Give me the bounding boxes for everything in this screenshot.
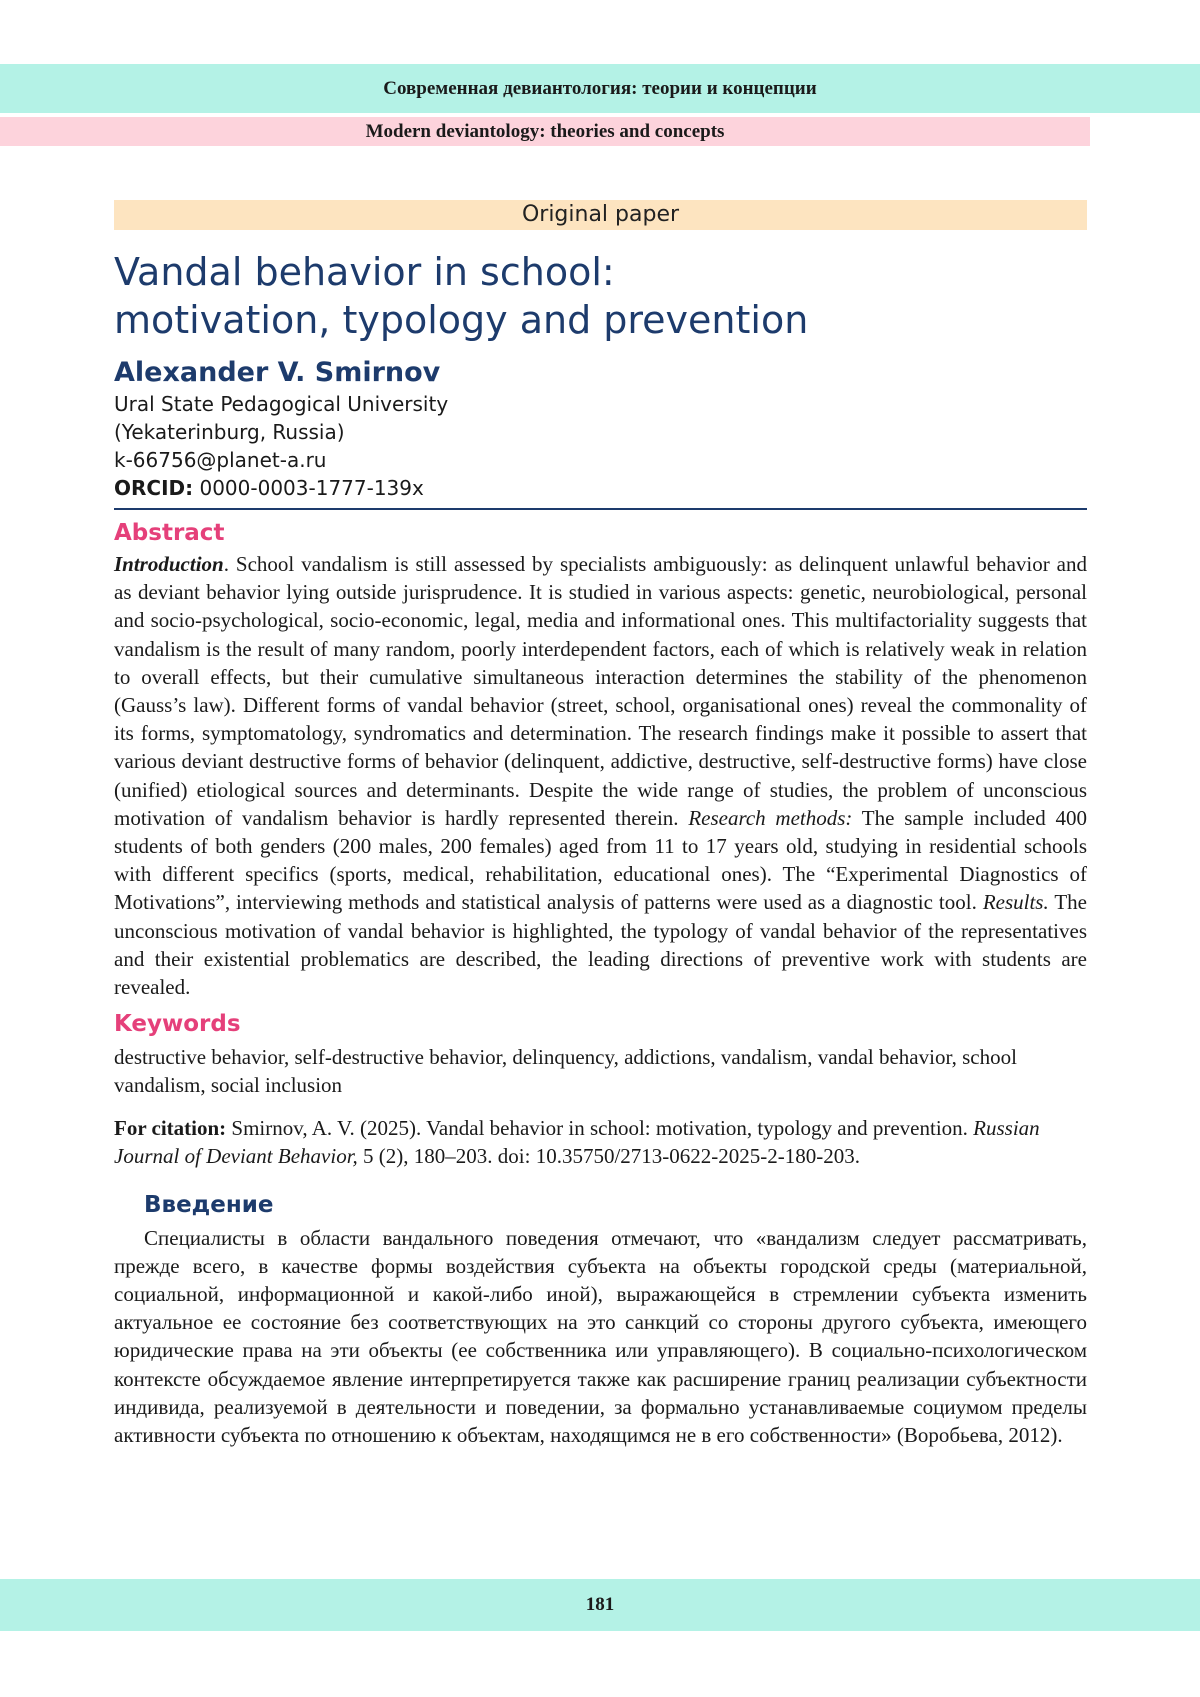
keywords-text: destructive behavior, self-destructive behavior, delinquency, addictions, vandalism, vandal behavior, school vandalism, social inclusion [114,1045,1017,1098]
paper-type-label: Original paper [114,200,1087,230]
citation [114,1114,1087,1170]
affiliation-location: (Yekaterinburg, Russia) [114,420,345,444]
abstract-results-label: Results. [982,890,1049,915]
abstract-text [114,550,1087,1001]
citation-label: For citation: [114,1115,227,1140]
introduction-text-ru: Специалисты в области вандального поведения отмечают, что «вандализм следует рассматривать, прежде всего, в качестве формы воздействия субъекта на объекты городской среды (материальной, социальной, информационной и какой-либо иной), выражающейся в стремлении субъекта изменить актуальное ее состояние без соответствующих на это санкций со стороны другого субъекта, имеющего юридические права на эти объекты (ее собственника или управляющего). В социально-психологическом контексте обсуждаемое явление интерпретируется также как расширение границ реализации субъектности индивида, реализуемой в деятельности и поведении, за формально устанавливаемые социумом пределы активности субъекта по отношению к объектам, находящимся не в его собственности» (Воробьева, 2012). [114,1225,1087,1448]
citation-text: Smirnov, A. V. (2025). Vandal behavior in school: motivation, typology and prevention. [226,1115,974,1140]
header-divider [114,508,1087,510]
abstract-intro-label: Introduction [114,552,224,576]
abstract-intro-text: . School vandalism is still assessed by specialists ambiguously: as delinquent unlawful behavior and as deviant behavior lying outside jurisprudence. It is studied in various aspects: genetic, neurobiological, personal and socio-psychological, socio-economic, legal, media and informational ones. This multifactoriality suggests that vandalism is the result of many random, poorly interdependent factors, each of which is relatively weak in relation to overall effects, but their cumulative simultaneous interaction determines the stability of the phenomenon (Gauss’s law). Different forms of vandal behavior (street, school, organisational ones) reveal the commonality of its forms, symptomatology, syndromatics and determination. The research findings make it possible to assert that various deviant destructive forms of behavior (delinquent, addictive, destructive, self-destructive forms) have close (unified) etiological sources and determinants. Despite the wide range of studies, the problem of unconscious motivation of vandalism behavior is hardly represented therein. [114,552,1087,830]
article-title-line-1: Vandal behavior in school: [114,250,615,294]
citation-details: 5 (2), 180–203. doi: 10.35750/2713-0622-2025-2-180-203. [357,1143,861,1168]
page-number: 181 [0,1579,1200,1631]
keywords-heading: Keywords [114,1011,241,1038]
author-email[interactable]: k-66756@planet-a.ru [114,448,327,472]
abstract-results-text: The unconscious motivation of vandal behavior is highlighted, the typology of vandal behavior of the representatives and their existential problematics are described, the leading directions of preventive work with students are revealed. [114,890,1087,1000]
article-title-line-2: motivation, typology and prevention [114,298,809,342]
article-title [114,248,1087,344]
abstract-methods-label: Research methods: [688,805,853,830]
author-name: Alexander V. Smirnov [114,357,441,388]
orcid-label: ORCID: [114,476,194,500]
citation-journal: Russian Journal of Deviant Behavior, [114,1115,1040,1168]
affiliation: Ural State Pedagogical University [114,392,449,416]
journal-section-title-ru: Современная девиантология: теории и концепции [0,64,1200,113]
abstract-methods-text: The sample included 400 students of both genders (200 males, 200 females) aged from 11 to 17 years old, studying in residential schools with different specifics (sports, medical, rehabilitation, educational ones). The “Experimental Diagnostics of Motivations”, interviewing methods and statistical analysis of patterns were used as a diagnostic tool. [114,805,1088,915]
orcid-line [114,474,1087,502]
page-content [114,200,1087,1449]
author-affiliation-block [114,390,1087,502]
journal-section-title-en: Modern deviantology: theories and concepts [0,117,1090,146]
orcid-id[interactable]: 0000-0003-1777-139x [199,476,424,500]
abstract-heading: Abstract [114,520,225,546]
introduction-heading-ru: Введение [144,1191,274,1218]
